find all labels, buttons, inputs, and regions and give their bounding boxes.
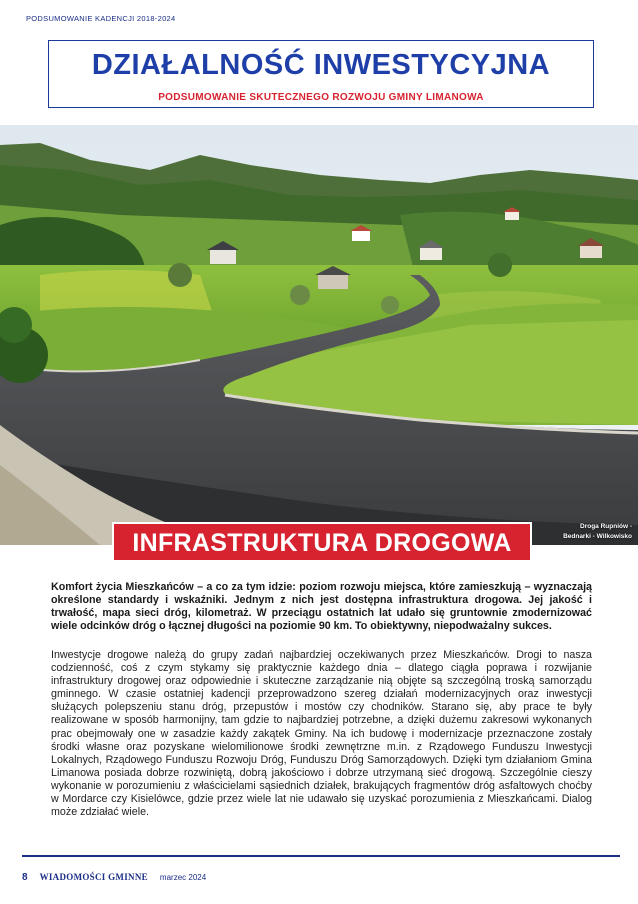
- article-body: Inwestycje drogowe należą do grupy zadań najbardziej oczekiwanych przez Mieszkańców. Drogi to nasza codzienność, coś z czym stykamy się praktycznie każdego dnia – dlatego ciągła poprawa i rozwijanie infrastruktury drogowej oraz odpowiednie i skuteczne zarządzanie nią objęte są szczególną troską samorządu gminnego. W czasie ostatniej kadencji przeprowadzono szereg działań modernizacyjnych oraz inwestycji służących polepszeniu stanu dróg, przepustów i mostów czy chodników. Starano się, aby prace te były realizowane w sposób harmonijny, tam gdzie to najbardziej potrzebne, a dzięki dużemu zakresowi wykonanych prac obejmowały one w zasadzie każdy zakątek Gminy. Na ich budowę i modernizacje przeznaczone zostały środki własne oraz pozyskane wielomilionowe środki zewnętrzne m.in. z Rządowego Funduszu Inwestycji Lokalnych, Rządowego Funduszu Rozwoju Dróg, Funduszu Dróg Samorządowych. Dzięki tym działaniom Gmina Limanowa posiada dobrze rozwiniętą, dobrą jakościowo i dobrze utrzymaną sieć drogową. Szczególnie cieszy wykonanie w porozumieniu z właścicielami sąsiednich działek, brakujących fragmentów dróg asfaltowych choćby w Mordarce czy Kisielówce, gdzie przez wiele lat nie udawało się uzyskać porozumienia z Mieszkańcami. Dialog może zdziałać wiele.: [51, 649, 592, 819]
- section-banner: [112, 522, 532, 562]
- section-title: INFRASTRUKTURA DROGOWA: [132, 529, 512, 557]
- page-number: 8: [22, 872, 28, 883]
- page-subtitle: PODSUMOWANIE SKUTECZNEGO ROZWOJU GMINY LIMANOWA: [158, 92, 484, 103]
- article-lead: Komfort życia Mieszkańców – a co za tym idzie: poziom rozwoju miejsca, które zamieszkują – wyznaczają określone standardy i wskaźniki. Jednym z nich jest dostępna infrastruktura drogowa. Jej jakość i trwałość, mapa sieci dróg, kilometraż. W przeciągu ostatnich lat udało się gruntownie zmodernizować wiele odcinków dróg o łącznej długości na poziomie 90 km. To obiektywny, niepodważalny sukces.: [51, 581, 592, 632]
- page-footer: [22, 872, 206, 886]
- photo-caption-line1: Droga Rupniów -: [580, 523, 632, 530]
- page-kicker: PODSUMOWANIE KADENCJI 2018-2024: [26, 14, 176, 23]
- page-title: DZIAŁALNOŚĆ INWESTYCYJNA: [91, 49, 551, 81]
- title-box: [48, 40, 594, 108]
- road-landscape-photo: [0, 125, 638, 545]
- photo-caption-line2: Bednarki - Wilkowisko: [563, 533, 632, 540]
- photo-caption: [563, 522, 632, 542]
- issue-date: marzec 2024: [159, 873, 207, 882]
- magazine-name: WIADOMOŚCI GMINNE: [39, 872, 148, 882]
- footer-divider: [22, 855, 620, 857]
